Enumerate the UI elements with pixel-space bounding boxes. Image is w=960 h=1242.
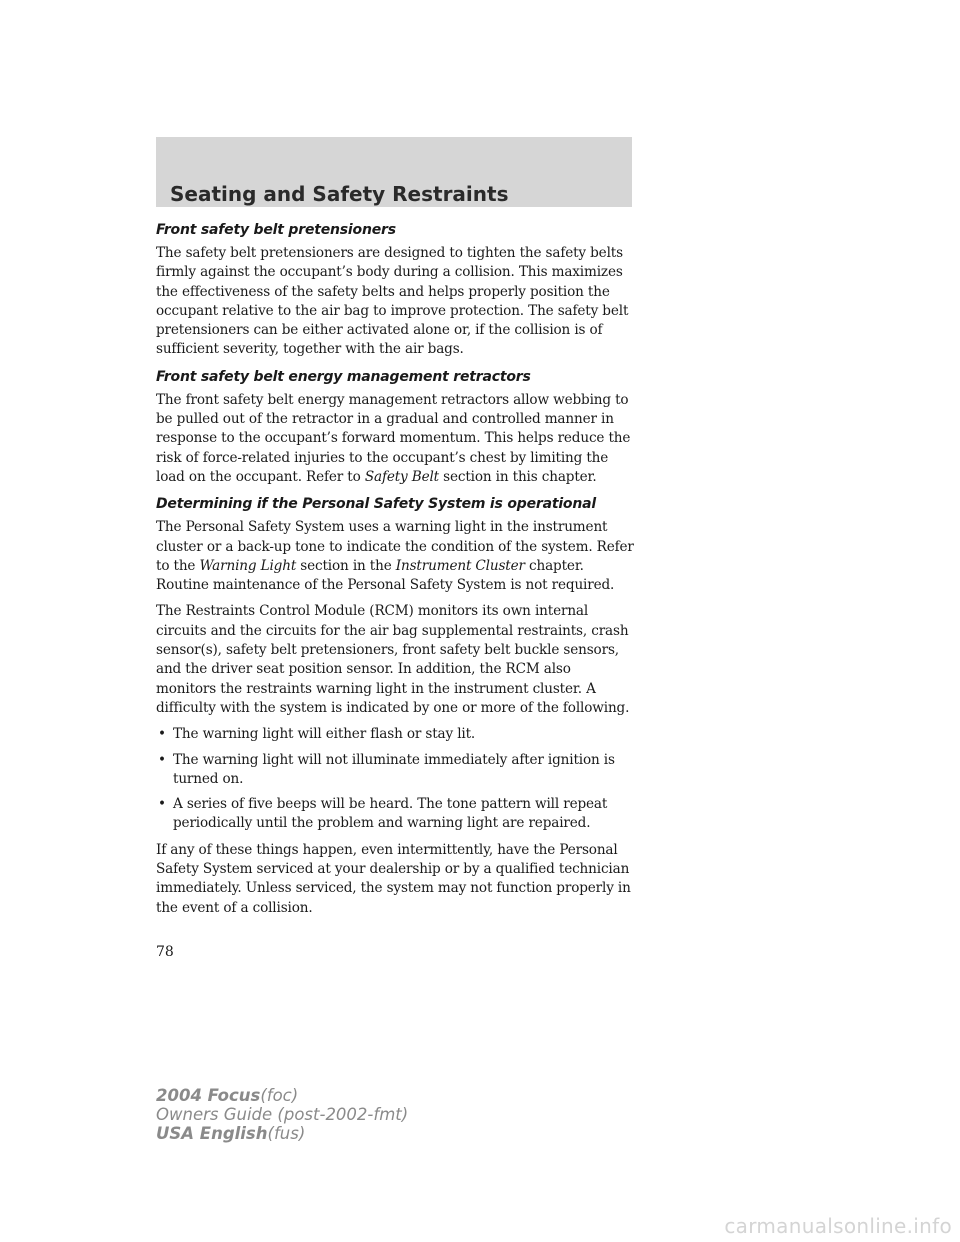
list-item: • The warning light will not illuminate immediately after ignition is turned on. xyxy=(158,751,615,787)
footer-line-guide: Owners Guide (post-2002-fmt) xyxy=(156,1105,409,1124)
reference-warning-light: Warning Light xyxy=(199,557,297,574)
paragraph-warning-light-intro: The Personal Safety System uses a warning light in the instrument cluster or a back-up tone to indicate the condition of the system. Refer to the Warning Light section in the Instrument Cluster chapter. Routine maintenance of the Personal Safety System is not required. xyxy=(156,519,634,594)
footer-line-language: USA English(fus) xyxy=(156,1124,306,1143)
footer-line-model: 2004 Focus(foc) xyxy=(156,1086,299,1105)
page-content xyxy=(156,220,634,925)
paragraph-pretensioners: The safety belt pretensioners are designed to tighten the safety belts firmly against the occupant’s body during a collision. This maximizes the effectiveness of the safety belts and helps properly position the occupant relative to the air bag to improve protection. The safety belt pretensioners can be either activated alone or, if the collision is of sufficient severity, together with the air bags. xyxy=(156,245,629,358)
paragraph-service: If any of these things happen, even intermittently, have the Personal Safety System serviced at your dealership or by a qualified technician immediately. Unless serviced, the system may not function properly in the event of a collision. xyxy=(156,841,631,916)
document-footer xyxy=(156,1086,408,1143)
bullet-list xyxy=(156,725,634,833)
heading-energy-retractors: Front safety belt energy management retractors xyxy=(156,368,531,385)
reference-instrument-cluster: Instrument Cluster xyxy=(395,557,525,574)
paragraph-rcm: The Restraints Control Module (RCM) monitors its own internal circuits and the circuits for the air bag supplemental restraints, crash sensor(s), safety belt pretensioners, front safety belt buckle sensors, and the driver seat position sensor. In addition, the RCM also monitors the restraints warning light in the instrument cluster. A difficulty with the system is indicated by one or more of the following. xyxy=(156,603,630,716)
list-item: • A series of five beeps will be heard. The tone pattern will repeat periodically until the problem and warning light are repaired. xyxy=(158,796,608,832)
heading-pretensioners: Front safety belt pretensioners xyxy=(156,222,396,238)
paragraph-energy-retractors: The front safety belt energy management retractors allow webbing to be pulled out of the retractor in a gradual and controlled manner in response to the occupant’s forward momentum. This helps reduce the risk of force-related injuries to the occupant’s chest by limiting the load on the occupant. Refer to Safety Belt section in this chapter. xyxy=(156,391,631,485)
list-item: • The warning light will either flash or stay lit. xyxy=(156,725,634,744)
bullet-icon: • xyxy=(158,751,166,768)
bullet-icon: • xyxy=(158,796,166,813)
watermark: carmanualsonline.info xyxy=(724,1214,952,1238)
heading-system-operational: Determining if the Personal Safety System is operational xyxy=(156,496,596,513)
page-title: Seating and Safety Restraints xyxy=(170,182,509,206)
reference-safety-belt: Safety Belt xyxy=(364,468,439,485)
page-number: 78 xyxy=(156,944,174,960)
bullet-icon: • xyxy=(158,726,166,743)
